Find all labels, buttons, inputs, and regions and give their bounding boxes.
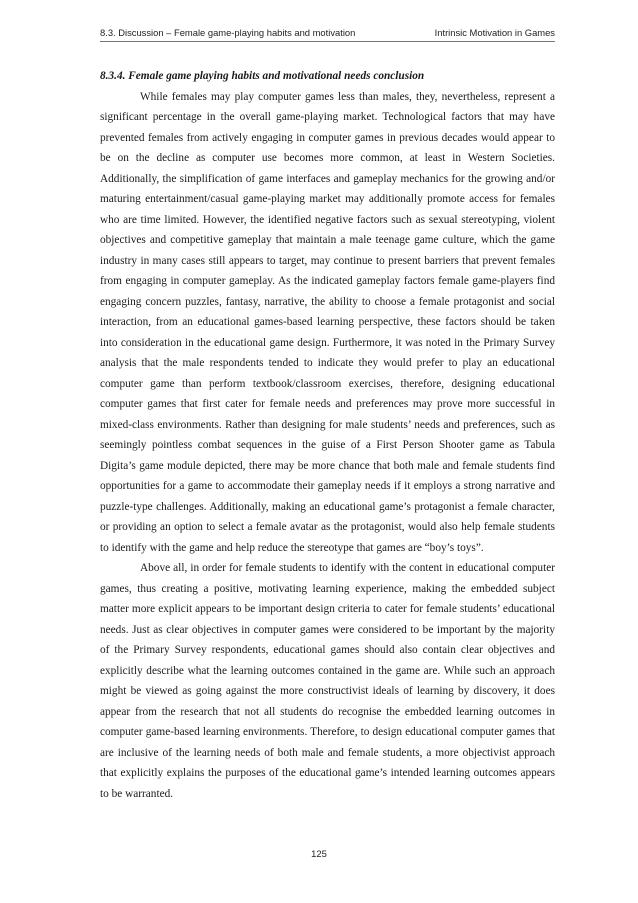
paragraph-2: Above all, in order for female students to identify with the content in educational computer games, thus creating a positive, motivating learning experience, making the embedded subject matter more explicit appears to be important design criteria to cater for female students’ educational needs. Just as clear objectives in computer games were considered to be important by the majority of the Primary Survey respondents, educational games should also contain clear objectives and explicitly describe what the learning outcomes contained in the game are. While such an approach might be viewed as going against the more constructivist ideals of learning by discovery, it does appear from the research that not all students do recognise the embedded learning outcomes in computer game-based learning environments. Therefore, to design educational computer games that are inclusive of the learning needs of both male and female students, a more objectivist approach that explicitly explains the purposes of the educational game’s intended learning outcomes appears to be warranted.: [100, 562, 555, 800]
header-chapter-title: Intrinsic Motivation in Games: [434, 27, 555, 38]
page-number: 125: [311, 848, 327, 859]
body-text: [100, 66, 555, 804]
header-divider: [100, 41, 555, 42]
paragraph-1: While females may play computer games less than males, they, nevertheless, represent a significant percentage in the overall game-playing market. Technological factors that may have prevented females from actively engaging in computer games in previous decades would appear to be on the decline as computer use becomes more common, at least in Western Societies. Additionally, the simplification of game interfaces and gameplay mechanics for the growing and/or maturing entertainment/casual game-playing market may additionally promote access for females who are time limited. However, the identified negative factors such as sexual stereotyping, violent objectives and competitive gameplay that maintain a male teenage game culture, which the game industry in many cases still appears to target, may continue to present barriers that prevent females from engaging in computer gameplay. As the indicated gameplay factors female game-players find engaging concern puzzles, fantasy, narrative, the ability to choose a female protagonist and social interaction, from an educational games-based learning perspective, these factors should be taken into consideration in the educational game design. Furthermore, it was noted in the Primary Survey analysis that the male respondents tended to indicate they would prefer to play an educational computer game than perform textbook/classroom exercises, therefore, designing educational computer games that first cater for female needs and preferences may prove more successful in mixed-class environments. Rather than designing for male students’ needs and preferences, such as seemingly pointless combat sequences in the guise of a First Person Shooter game as Tabula Digita’s game module depicted, there may be more chance that both male and female students find opportunities for a game to accommodate their gameplay needs if it employs a strong narrative and puzzle-type challenges. Additionally, making an educational game’s protagonist a female character, or providing an option to select a female avatar as the protagonist, would also help female students to identify with the game and help reduce the stereotype that games are “boy’s toys”.: [100, 90, 555, 554]
section-heading: 8.3.4. Female game playing habits and motivational needs conclusion: [100, 70, 425, 82]
header-section-title: 8.3. Discussion – Female game-playing habits and motivation: [100, 27, 356, 38]
